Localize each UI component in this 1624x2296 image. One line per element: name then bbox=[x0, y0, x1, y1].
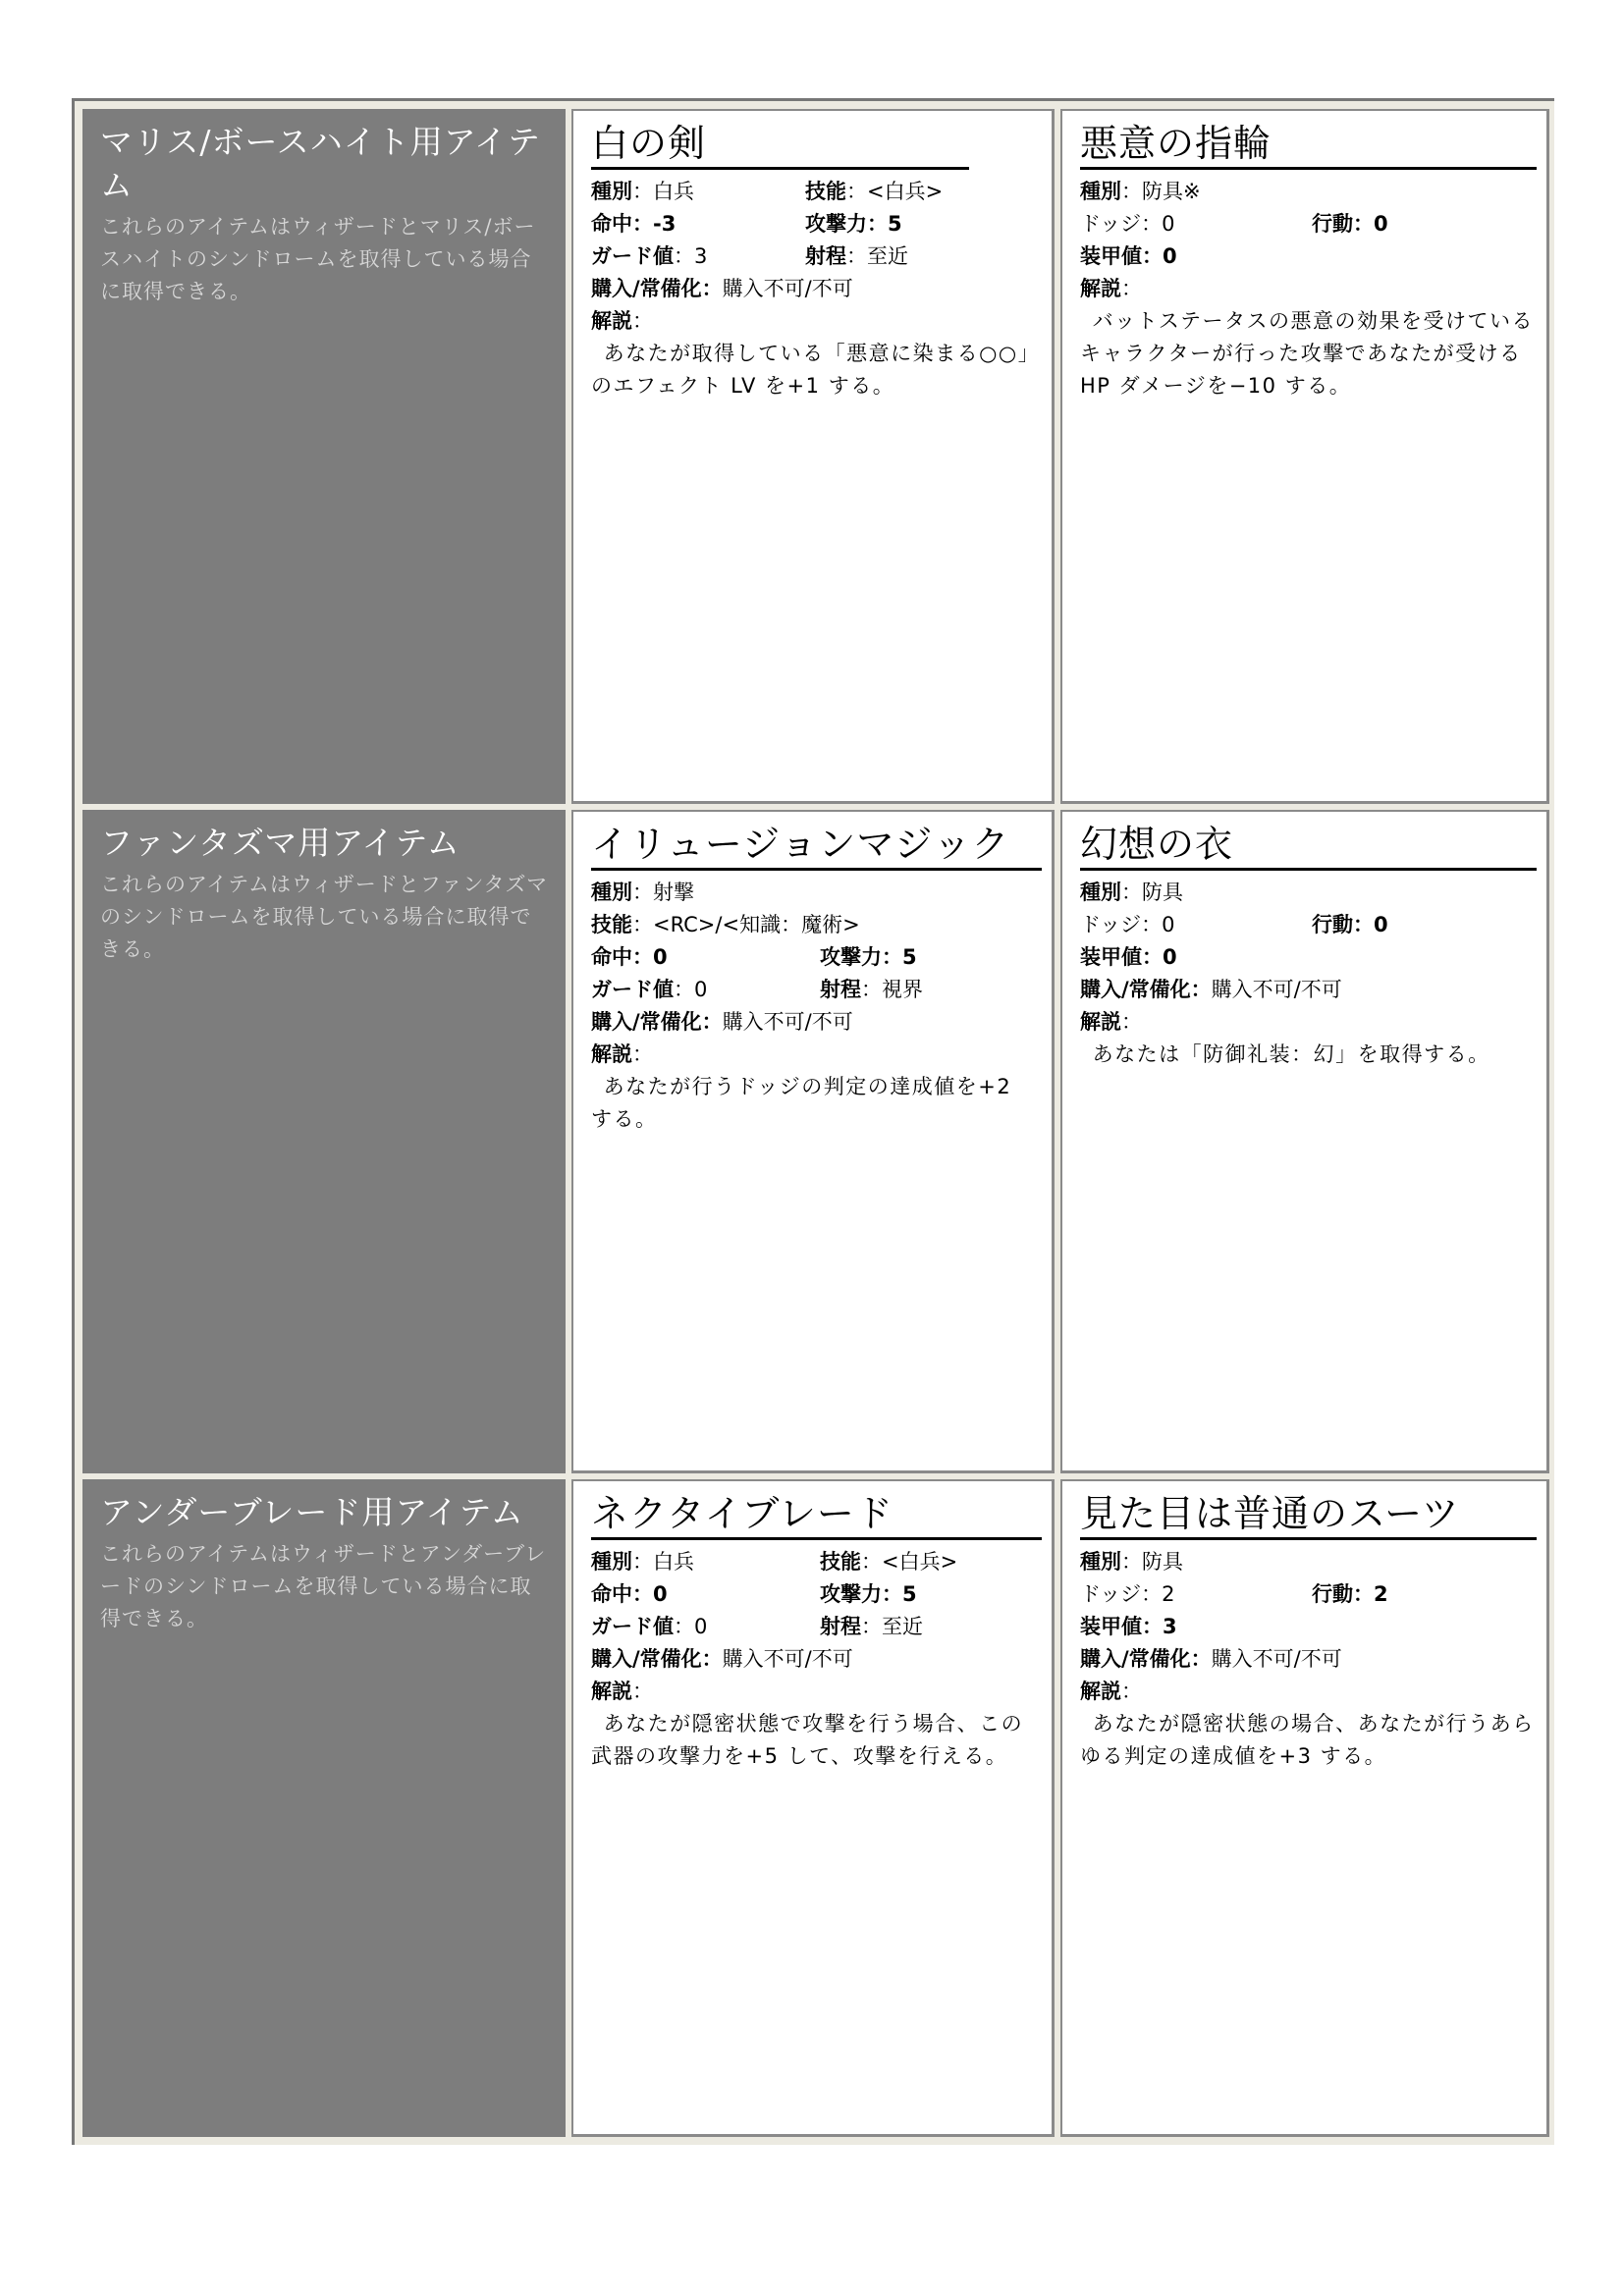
item-stats bbox=[591, 877, 1040, 1136]
item-description: あなたが行うドッジの判定の達成値を+2 する。 bbox=[591, 1075, 1012, 1131]
attack-label: 攻撃力 bbox=[820, 945, 882, 969]
range-value: 至近 bbox=[867, 244, 908, 268]
buy-label: 購入/常備化 bbox=[591, 277, 702, 300]
item-stats bbox=[591, 176, 1040, 402]
hit-atk-row: 命中：-3 攻撃力：5 bbox=[591, 212, 902, 236]
item-description: あなたは「防御礼装：幻」を取得する。 bbox=[1092, 1042, 1490, 1066]
skill-value: <白兵> bbox=[882, 1550, 958, 1574]
description-heading: 解説： bbox=[1080, 1680, 1142, 1703]
armor-value: 0 bbox=[1163, 945, 1177, 969]
item-description: あなたが取得している「悪意に染まる○○」のエフェクト LV を+1 する。 bbox=[591, 342, 1030, 398]
guard-range-row: ガード値：3 射程：至近 bbox=[591, 244, 908, 268]
hit-value: -3 bbox=[653, 212, 677, 236]
item-title: 幻想の衣 bbox=[1080, 822, 1537, 871]
range-value: 視界 bbox=[882, 978, 923, 1001]
description-heading: 解説： bbox=[591, 1680, 653, 1703]
action-label: 行動 bbox=[1312, 1582, 1353, 1606]
category-cell bbox=[82, 1479, 566, 2137]
buy-row: 購入/常備化 ： 購入不可/不可 bbox=[591, 1006, 1040, 1039]
guard-label: ガード値 bbox=[591, 244, 674, 268]
item-stats bbox=[1080, 1546, 1535, 1773]
item-stats bbox=[1080, 176, 1535, 402]
type-row: 種別 ： 防具※ bbox=[1080, 176, 1535, 208]
buy-row: 購入/常備化 ： 購入不可/不可 bbox=[1080, 1643, 1535, 1676]
attack-label: 攻撃力 bbox=[820, 1582, 882, 1606]
armor-row: 装甲値 ： 3 bbox=[1080, 1611, 1535, 1643]
guard-label: ガード値 bbox=[591, 1615, 674, 1638]
range-value: 至近 bbox=[882, 1615, 923, 1638]
armor-label: 装甲値 bbox=[1080, 1615, 1142, 1638]
skill-value: <白兵> bbox=[867, 180, 944, 203]
skill-value: <RC>/<知識：魔術> bbox=[653, 913, 860, 936]
dodge-value: 0 bbox=[1162, 212, 1175, 236]
item-title: 見た目は普通のスーツ bbox=[1080, 1491, 1537, 1540]
type-label: 種別 bbox=[1080, 180, 1121, 203]
type-skill-row: 種別：白兵 技能：<白兵> bbox=[591, 1550, 958, 1574]
hit-label: 命中 bbox=[591, 212, 632, 236]
type-value: 防具※ bbox=[1142, 180, 1201, 203]
dodge-label: ドッジ bbox=[1080, 212, 1142, 236]
item-card bbox=[1060, 1479, 1549, 2137]
attack-value: 5 bbox=[888, 212, 902, 236]
dodge-value: 0 bbox=[1162, 913, 1175, 936]
buy-label: 購入/常備化 bbox=[1080, 978, 1191, 1001]
attack-label: 攻撃力 bbox=[805, 212, 867, 236]
armor-row: 装甲値 ： 0 bbox=[1080, 240, 1535, 273]
buy-row: 購入/常備化 ： 購入不可/不可 bbox=[591, 1643, 1040, 1676]
type-label: 種別 bbox=[591, 881, 632, 904]
armor-label: 装甲値 bbox=[1080, 945, 1142, 969]
category-cell bbox=[82, 810, 566, 1473]
category-description: これらのアイテムはウィザードとマリス/ボースハイトのシンドロームを取得している場合に取得できる。 bbox=[100, 215, 536, 303]
type-label: 種別 bbox=[1080, 1550, 1121, 1574]
item-title: イリュージョンマジック bbox=[591, 822, 1042, 871]
description-heading: 解説： bbox=[591, 309, 653, 333]
action-label: 行動 bbox=[1312, 913, 1353, 936]
guard-label: ガード値 bbox=[591, 978, 674, 1001]
guard-value: 0 bbox=[694, 1615, 708, 1638]
armor-value: 3 bbox=[1163, 1615, 1177, 1638]
item-card bbox=[571, 109, 1055, 804]
item-description: あなたが隠密状態で攻撃を行う場合、この武器の攻撃力を+5 して、攻撃を行える。 bbox=[591, 1712, 1024, 1768]
type-value: 白兵 bbox=[653, 180, 694, 203]
buy-value: 購入不可/不可 bbox=[1211, 1647, 1342, 1671]
type-value: 防具 bbox=[1142, 1550, 1183, 1574]
buy-label: 購入/常備化 bbox=[591, 1010, 702, 1034]
skill-label: 技能 bbox=[591, 913, 632, 936]
description-heading: 解説： bbox=[591, 1042, 653, 1066]
dodge-label: ドッジ bbox=[1080, 1582, 1142, 1606]
category-description: これらのアイテムはウィザードとファンタズマのシンドロームを取得している場合に取得できる。 bbox=[100, 873, 549, 961]
type-value: 防具 bbox=[1142, 881, 1183, 904]
guard-value: 3 bbox=[694, 244, 708, 268]
item-stats bbox=[1080, 877, 1535, 1071]
type-row: 種別 ： 防具 bbox=[1080, 877, 1535, 909]
item-description: あなたが隠密状態の場合、あなたが行うあらゆる判定の達成値を+3 する。 bbox=[1080, 1712, 1535, 1768]
armor-label: 装甲値 bbox=[1080, 244, 1142, 268]
armor-value: 0 bbox=[1163, 244, 1177, 268]
description-heading: 解説： bbox=[1080, 1010, 1142, 1034]
item-card bbox=[571, 810, 1055, 1473]
dodge-action-row: ドッジ：2 行動：2 bbox=[1080, 1582, 1388, 1606]
item-title: ネクタイブレード bbox=[591, 1491, 1042, 1540]
hit-value: 0 bbox=[653, 1582, 668, 1606]
type-label: 種別 bbox=[591, 1550, 632, 1574]
type-value: 射撃 bbox=[653, 881, 694, 904]
hit-atk-row: 命中：0 攻撃力：5 bbox=[591, 1582, 917, 1606]
dodge-action-row: ドッジ：0 行動：0 bbox=[1080, 913, 1388, 936]
buy-label: 購入/常備化 bbox=[1080, 1647, 1191, 1671]
item-table bbox=[72, 98, 1554, 2145]
hit-label: 命中 bbox=[591, 1582, 632, 1606]
buy-value: 購入不可/不可 bbox=[722, 1647, 853, 1671]
category-cell bbox=[82, 109, 566, 804]
item-card bbox=[1060, 109, 1549, 804]
buy-label: 購入/常備化 bbox=[591, 1647, 702, 1671]
type-value: 白兵 bbox=[653, 1550, 694, 1574]
item-card bbox=[1060, 810, 1549, 1473]
action-value: 0 bbox=[1374, 212, 1388, 236]
guard-value: 0 bbox=[694, 978, 708, 1001]
buy-value: 購入不可/不可 bbox=[722, 1010, 853, 1034]
attack-value: 5 bbox=[902, 945, 917, 969]
category-title: アンダーブレード用アイテム bbox=[100, 1493, 524, 1531]
category-title: マリス/ボースハイト用アイテム bbox=[100, 123, 541, 204]
hit-atk-row: 命中：0 攻撃力：5 bbox=[591, 945, 917, 969]
item-card bbox=[571, 1479, 1055, 2137]
type-skill-row: 種別：白兵 技能：<白兵> bbox=[591, 180, 944, 203]
attack-value: 5 bbox=[902, 1582, 917, 1606]
range-label: 射程 bbox=[820, 1615, 861, 1638]
skill-row: 技能 ： <RC>/<知識：魔術> bbox=[591, 909, 1040, 941]
category-description: これらのアイテムはウィザードとアンダーブレードのシンドロームを取得している場合に取得できる。 bbox=[100, 1542, 547, 1630]
action-value: 2 bbox=[1374, 1582, 1388, 1606]
range-label: 射程 bbox=[805, 244, 846, 268]
type-row: 種別 ： 射撃 bbox=[591, 877, 1040, 909]
buy-row: 購入/常備化 ： 購入不可/不可 bbox=[591, 273, 1040, 305]
item-description: バットステータスの悪意の効果を受けているキャラクターが行った攻撃であなたが受ける HP ダメージを−10 する。 bbox=[1080, 309, 1534, 398]
skill-label: 技能 bbox=[820, 1550, 861, 1574]
dodge-value: 2 bbox=[1162, 1582, 1175, 1606]
type-label: 種別 bbox=[591, 180, 632, 203]
item-title: 白の剣 bbox=[591, 121, 969, 170]
description-heading: 解説： bbox=[1080, 277, 1142, 300]
type-row: 種別 ： 防具 bbox=[1080, 1546, 1535, 1578]
dodge-action-row: ドッジ：0 行動：0 bbox=[1080, 212, 1388, 236]
category-title: ファンタズマ用アイテム bbox=[100, 824, 460, 862]
type-label: 種別 bbox=[1080, 881, 1121, 904]
action-label: 行動 bbox=[1312, 212, 1353, 236]
item-stats bbox=[591, 1546, 1040, 1773]
buy-value: 購入不可/不可 bbox=[722, 277, 853, 300]
range-label: 射程 bbox=[820, 978, 861, 1001]
guard-range-row: ガード値：0 射程：視界 bbox=[591, 978, 923, 1001]
buy-row: 購入/常備化 ： 購入不可/不可 bbox=[1080, 974, 1535, 1006]
item-title: 悪意の指輪 bbox=[1080, 121, 1537, 170]
dodge-label: ドッジ bbox=[1080, 913, 1142, 936]
buy-value: 購入不可/不可 bbox=[1211, 978, 1342, 1001]
hit-value: 0 bbox=[653, 945, 668, 969]
action-value: 0 bbox=[1374, 913, 1388, 936]
guard-range-row: ガード値：0 射程：至近 bbox=[591, 1615, 923, 1638]
armor-row: 装甲値 ： 0 bbox=[1080, 941, 1535, 974]
hit-label: 命中 bbox=[591, 945, 632, 969]
skill-label: 技能 bbox=[805, 180, 846, 203]
